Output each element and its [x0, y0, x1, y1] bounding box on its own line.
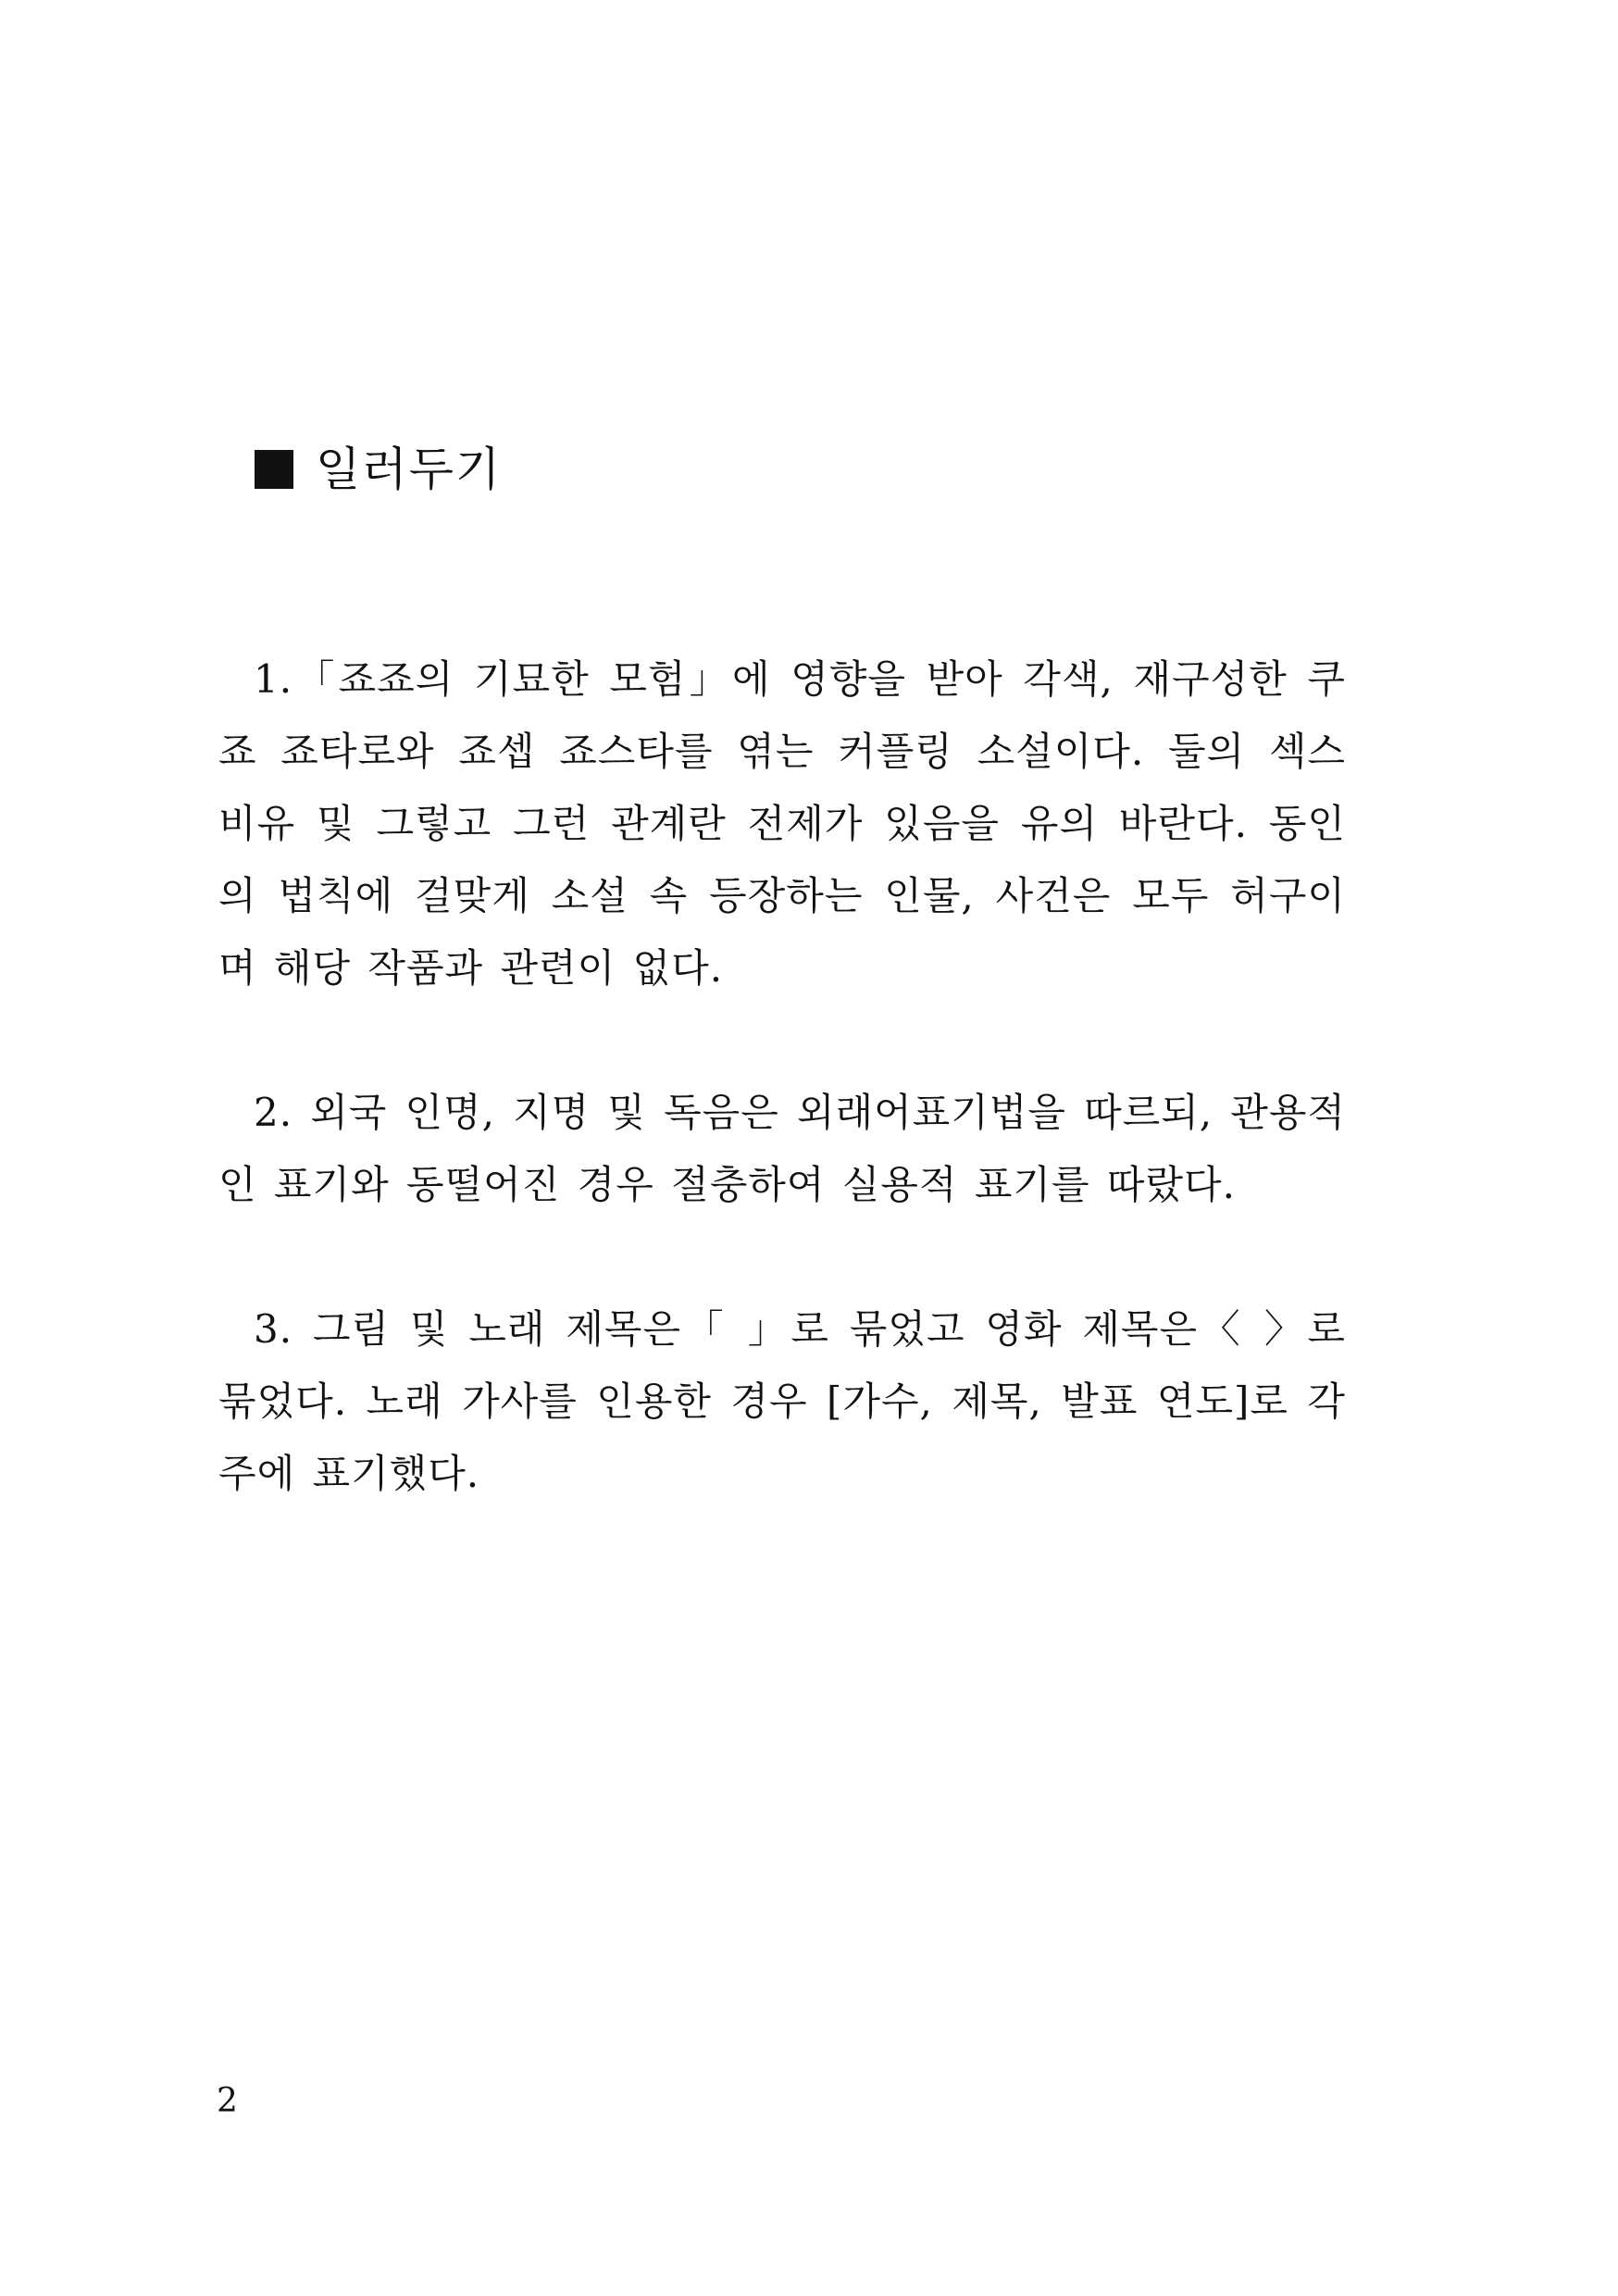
page-number: 2 — [217, 2082, 238, 2120]
note-paragraph-3: 3. 그림 및 노래 제목은「 」로 묶었고 영화 제목은〈 〉로 묶었다. 노래 가사를 인용한 경우 [가수, 제목, 발표 연도]로 각주에 표기했다. — [218, 1306, 1346, 1496]
section-heading — [255, 428, 502, 511]
note-paragraph-1: 1.「죠죠의 기묘한 모험」에 영향을 받아 각색, 재구성한 쿠죠 죠타로와 죠셉 죠스타를 엮는 커플링 소설이다. 둘의 섹스 비유 및 그렇고 그런 관계란 전제가 있음을 유의 바란다. 동인의 법칙에 걸맞게 소설 속 등장하는 인물, 사건은 모두 허구이며 해당 작품과 관련이 없다. — [218, 656, 1346, 991]
heading-title: 일러두기 — [316, 443, 503, 496]
notes-list — [218, 643, 1346, 1510]
note-paragraph-2: 2. 외국 인명, 지명 및 독음은 외래어표기법을 따르되, 관용적인 표기와 동떨어진 경우 절충하여 실용적 표기를 따랐다. — [218, 1090, 1346, 1207]
black-square-icon — [255, 450, 293, 489]
